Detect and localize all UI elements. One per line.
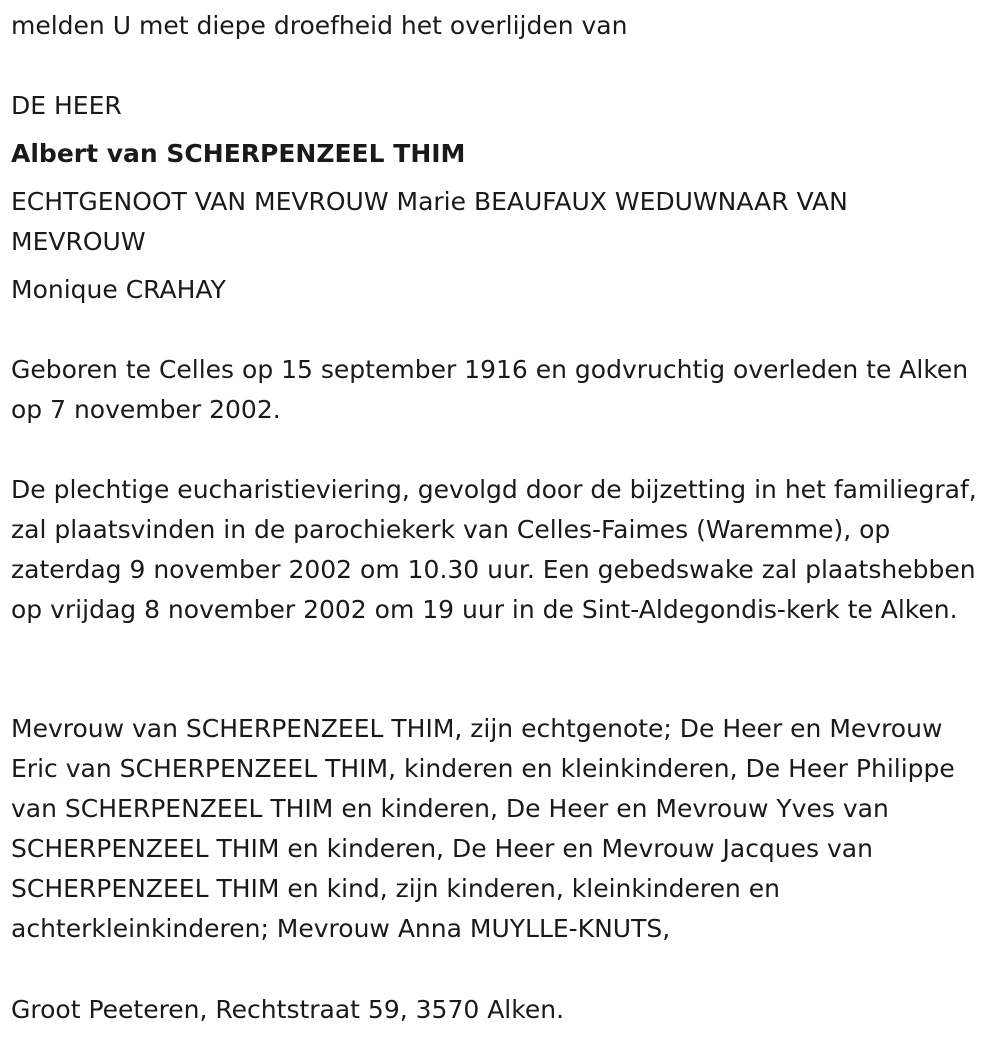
- family-paragraph: Mevrouw van SCHERPENZEEL THIM, zijn echtgenote; De Heer en Mevrouw Eric van SCHERPENZEEL THIM, kinderen en kleinkinderen, De Heer Philippe van SCHERPENZEEL THIM en kinderen, De Heer en Mevrouw Yves van SCHERPENZEEL THIM en kinderen, De Heer en Mevrouw Jacques van SCHERPENZEEL THIM en kind, zijn kinderen, kleinkinderen en achterkleinkinderen; Mevrouw Anna MUYLLE-KNUTS,: [11, 714, 955, 943]
- birth-death-paragraph: Geboren te Celles op 15 september 1916 en godvruchtig overleden te Alken op 7 november 2002.: [11, 355, 969, 424]
- former-spouse-name: Monique CRAHAY: [11, 275, 226, 304]
- spouse-line: ECHTGENOOT VAN MEVROUW Marie BEAUFAUX WEDUWNAAR VAN MEVROUW: [11, 187, 848, 256]
- intro-text: melden U met diepe droefheid het overlijden van: [11, 11, 628, 40]
- address-line: Groot Peeteren, Rechtstraat 59, 3570 Alken.: [11, 995, 565, 1024]
- ceremony-paragraph: De plechtige eucharistieviering, gevolgd door de bijzetting in het familiegraf, zal plaatsvinden in de parochiekerk van Celles-Faimes (Waremme), op zaterdag 9 november 2002 om 10.30 uur. Een gebedswake zal plaatshebben op vrijdag 8 november 2002 om 19 uur in de Sint-Aldegondis-kerk te Alken.: [11, 475, 977, 624]
- deceased-name: Albert van SCHERPENZEEL THIM: [11, 139, 466, 168]
- honorific-title: DE HEER: [11, 91, 122, 120]
